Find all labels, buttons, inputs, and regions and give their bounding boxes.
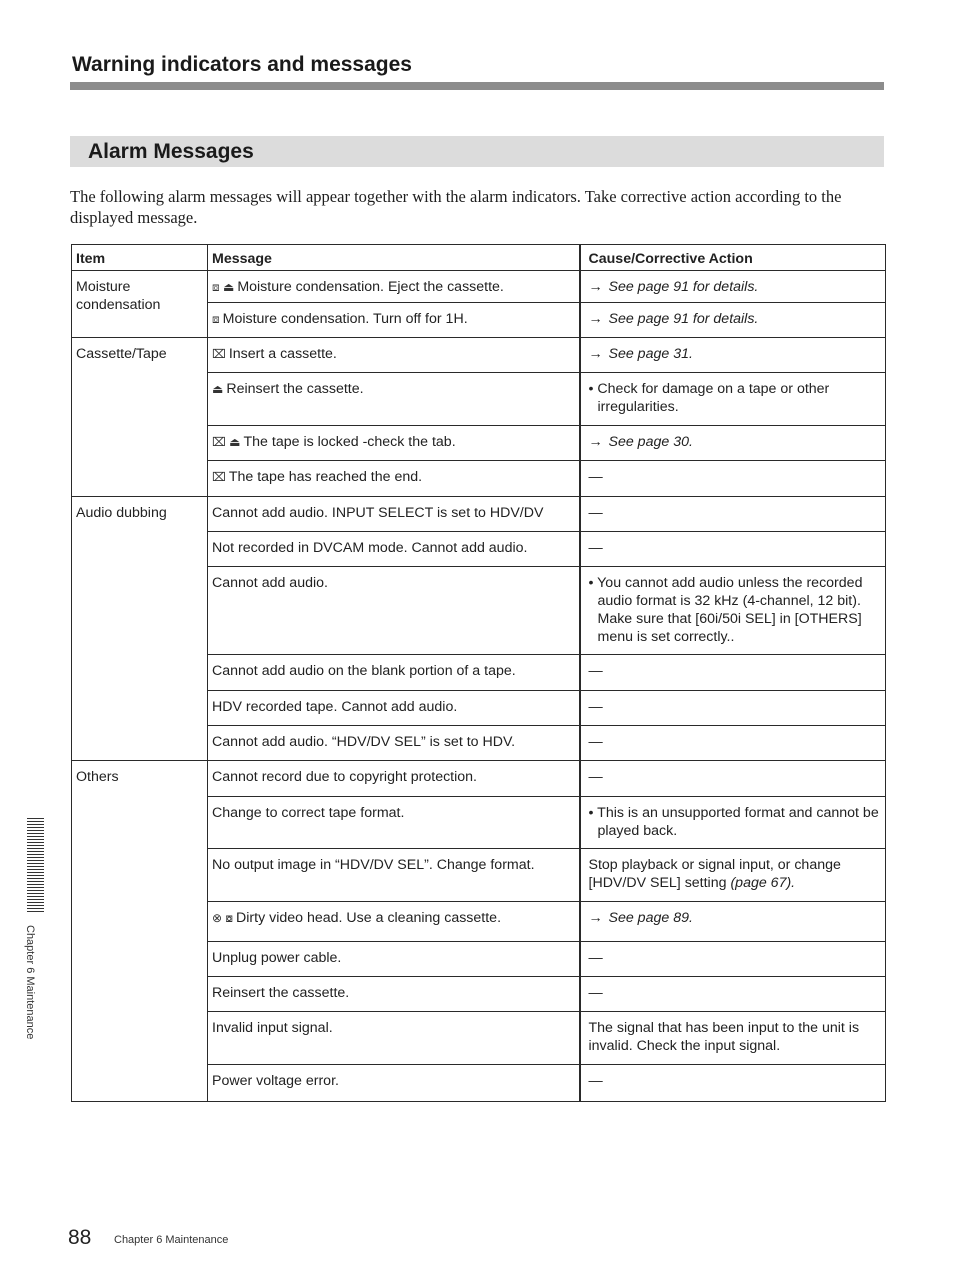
action-text: The signal that has been input to the unit is invalid. Check the input signal. bbox=[588, 1020, 860, 1054]
item-cell: Cassette/Tape bbox=[72, 338, 208, 497]
table-body bbox=[72, 271, 886, 1102]
action-text: — bbox=[588, 699, 603, 715]
action-cell bbox=[580, 977, 886, 1012]
message-cell bbox=[208, 338, 580, 373]
action-cell bbox=[580, 338, 886, 373]
message-text: HDV recorded tape. Cannot add audio. bbox=[212, 699, 458, 715]
alarm-indicator-icon: ⌧ bbox=[212, 347, 226, 361]
message-cell bbox=[208, 691, 580, 726]
action-text: See page 91 for details. bbox=[608, 311, 759, 327]
action-cell bbox=[580, 303, 886, 338]
action-cell bbox=[580, 1012, 886, 1065]
section-band bbox=[70, 136, 884, 167]
message-cell bbox=[208, 532, 580, 567]
arrow-right-icon: → bbox=[588, 311, 603, 327]
header-action: Cause/Corrective Action bbox=[580, 245, 886, 271]
action-text: — bbox=[588, 469, 603, 485]
message-text: Reinsert the cassette. bbox=[226, 381, 364, 397]
alarm-indicator-icon: ⧈ bbox=[212, 312, 220, 326]
chapter-tab-marker bbox=[27, 818, 44, 912]
arrow-right-icon: → bbox=[588, 434, 603, 450]
action-cell bbox=[580, 902, 886, 942]
alarm-indicator-icon: ⌧ ⏏ bbox=[212, 435, 241, 449]
table-row bbox=[72, 761, 886, 797]
message-text: Cannot add audio on the blank portion of a tape. bbox=[212, 663, 516, 679]
table-row bbox=[72, 271, 886, 303]
message-cell bbox=[208, 902, 580, 942]
action-text: — bbox=[588, 1073, 603, 1089]
alarm-indicator-icon: ⊗ ⧇ bbox=[212, 911, 234, 925]
message-text: Cannot add audio. INPUT SELECT is set to HDV/DV bbox=[212, 505, 544, 521]
message-cell bbox=[208, 1012, 580, 1065]
action-cell bbox=[580, 849, 886, 902]
action-text: See page 30. bbox=[608, 434, 693, 450]
message-text: Cannot add audio. bbox=[212, 575, 328, 591]
message-text: No output image in “HDV/DV SEL”. Change format. bbox=[212, 857, 535, 873]
page-number: 88 bbox=[68, 1226, 92, 1249]
message-text: Power voltage error. bbox=[212, 1073, 339, 1089]
action-cell bbox=[580, 426, 886, 461]
side-label-text: Chapter 6 Maintenance bbox=[24, 925, 36, 1040]
message-text: Moisture condensation. Eject the cassette. bbox=[237, 279, 504, 295]
action-cell bbox=[580, 655, 886, 691]
message-cell bbox=[208, 849, 580, 902]
alarm-indicator-icon: ⏏ bbox=[212, 382, 224, 396]
header-message: Message bbox=[208, 245, 580, 271]
action-text: See page 91 for details. bbox=[608, 279, 759, 295]
header-item: Item bbox=[72, 245, 208, 271]
message-text: Not recorded in DVCAM mode. Cannot add audio. bbox=[212, 540, 528, 556]
action-cell bbox=[580, 497, 886, 532]
action-cell bbox=[580, 271, 886, 303]
action-cell bbox=[580, 726, 886, 761]
action-text: — bbox=[588, 950, 603, 966]
table-row bbox=[72, 497, 886, 532]
message-cell bbox=[208, 1065, 580, 1102]
action-cell bbox=[580, 797, 886, 849]
message-text: Cannot add audio. “HDV/DV SEL” is set to HDV. bbox=[212, 734, 516, 750]
action-text: — bbox=[588, 734, 603, 750]
action-cell bbox=[580, 691, 886, 726]
alarm-indicator-icon: ⧈ ⏏ bbox=[212, 280, 235, 294]
action-text: Stop playback or signal input, or change [HDV/DV SEL] setting bbox=[588, 857, 841, 891]
section-title: Alarm Messages bbox=[88, 140, 254, 163]
message-cell bbox=[208, 461, 580, 497]
message-cell bbox=[208, 567, 580, 655]
page-heading: Warning indicators and messages bbox=[72, 53, 412, 76]
action-text: • You cannot add audio unless the recorded audio format is 32 kHz (4-channel, 12 bit). Make sure that [60i/50i SEL] in [OTHERS] menu is set correctly.. bbox=[588, 575, 863, 645]
message-cell bbox=[208, 942, 580, 977]
item-cell: Others bbox=[72, 761, 208, 1102]
message-text: Change to correct tape format. bbox=[212, 805, 405, 821]
message-cell bbox=[208, 761, 580, 797]
message-cell bbox=[208, 655, 580, 691]
action-cell bbox=[580, 761, 886, 797]
action-text: — bbox=[588, 540, 603, 556]
heading-rule bbox=[70, 82, 884, 90]
action-cell bbox=[580, 373, 886, 426]
message-text: Unplug power cable. bbox=[212, 950, 342, 966]
table-row bbox=[72, 338, 886, 373]
alarm-indicator-icon: ⌧ bbox=[212, 470, 226, 484]
item-cell: Audio dubbing bbox=[72, 497, 208, 761]
message-text: Reinsert the cassette. bbox=[212, 985, 350, 1001]
action-text: — bbox=[588, 505, 603, 521]
arrow-right-icon: → bbox=[588, 910, 603, 926]
message-cell bbox=[208, 373, 580, 426]
action-text: • This is an unsupported format and cannot be played back. bbox=[588, 805, 879, 839]
action-cell bbox=[580, 1065, 886, 1102]
message-cell bbox=[208, 303, 580, 338]
message-text: Insert a cassette. bbox=[228, 346, 337, 362]
action-cell bbox=[580, 532, 886, 567]
action-text: — bbox=[588, 663, 603, 679]
intro-paragraph: The following alarm messages will appear together with the alarm indicators. Take corrective action according to the displayed message. bbox=[70, 187, 842, 227]
alarm-messages-table bbox=[71, 244, 886, 1102]
message-text: Invalid input signal. bbox=[212, 1020, 333, 1036]
message-cell bbox=[208, 797, 580, 849]
action-text: — bbox=[588, 985, 603, 1001]
action-cell bbox=[580, 567, 886, 655]
message-text: Dirty video head. Use a cleaning cassette. bbox=[236, 910, 502, 926]
action-text: See page 89. bbox=[608, 910, 693, 926]
arrow-right-icon: → bbox=[588, 279, 603, 295]
message-text: Cannot record due to copyright protection. bbox=[212, 769, 477, 785]
action-cell bbox=[580, 942, 886, 977]
action-text: — bbox=[588, 769, 603, 785]
table-header-row bbox=[72, 245, 886, 271]
page-reference: (page 67). bbox=[730, 875, 796, 891]
action-cell bbox=[580, 461, 886, 497]
message-cell bbox=[208, 271, 580, 303]
footer-chapter: Chapter 6 Maintenance bbox=[114, 1234, 229, 1246]
message-text: The tape has reached the end. bbox=[228, 469, 423, 485]
arrow-right-icon: → bbox=[588, 346, 603, 362]
message-cell bbox=[208, 977, 580, 1012]
action-text: See page 31. bbox=[608, 346, 693, 362]
action-text: • Check for damage on a tape or other irregularities. bbox=[588, 381, 830, 415]
side-label bbox=[24, 925, 38, 1065]
message-cell bbox=[208, 726, 580, 761]
message-cell bbox=[208, 497, 580, 532]
message-text: Moisture condensation. Turn off for 1H. bbox=[222, 311, 468, 327]
message-text: The tape is locked -check the tab. bbox=[243, 434, 456, 450]
item-cell: Moisture condensation bbox=[72, 271, 208, 338]
message-cell bbox=[208, 426, 580, 461]
